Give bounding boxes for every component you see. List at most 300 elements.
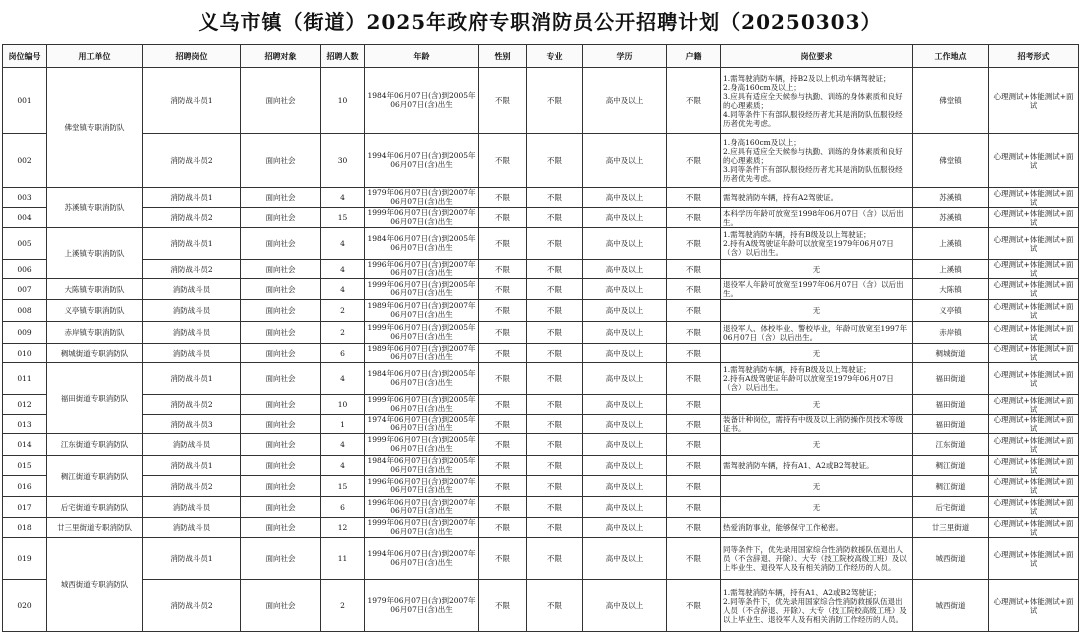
requirement-line: 无 — [812, 306, 821, 315]
post-number-cell: 002 — [3, 134, 47, 188]
post-name-cell: 消防战斗员 — [143, 344, 241, 363]
gender-cell: 不限 — [479, 344, 527, 363]
post-number-cell: 006 — [3, 260, 47, 279]
major-cell: 不限 — [527, 260, 583, 279]
employer-unit-cell: 江东街道专职消防队 — [47, 434, 143, 456]
requirement-line: 无 — [812, 348, 821, 358]
hukou-cell: 不限 — [667, 68, 721, 134]
column-header: 招聘对象 — [241, 45, 321, 68]
work-location-cell: 佛堂镇 — [913, 68, 989, 134]
age-range-cell: 1984年06月07日(含)到2005年06月07日(含)出生 — [365, 228, 479, 260]
work-location-cell: 江东街道 — [913, 434, 989, 456]
major-cell: 不限 — [527, 208, 583, 228]
post-name-cell: 消防战斗员2 — [143, 476, 241, 497]
requirement-line: 装备计种岗位，需持有中级及以上消防操作员技术等级证书。 — [723, 415, 903, 433]
gender-cell: 不限 — [479, 476, 527, 497]
major-cell: 不限 — [527, 279, 583, 300]
post-name-cell: 消防战斗员1 — [143, 363, 241, 395]
headcount-cell: 6 — [321, 344, 365, 363]
headcount-cell: 4 — [321, 279, 365, 300]
exam-form-cell: 心理测试+体能测试+面试 — [989, 322, 1079, 344]
table-row — [3, 134, 1079, 188]
post-number-cell: 003 — [3, 188, 47, 208]
exam-form-cell: 心理测试+体能测试+面试 — [989, 208, 1079, 228]
exam-form-cell: 心理测试+体能测试+面试 — [989, 134, 1079, 188]
employer-unit-cell: 廿三里街道专职消防队 — [47, 518, 143, 538]
education-cell: 高中及以上 — [583, 188, 667, 208]
age-range-cell: 1989年06月07日(含)到2007年06月07日(含)出生 — [365, 300, 479, 322]
post-number-cell: 007 — [3, 279, 47, 300]
work-location-cell: 稠城街道 — [913, 344, 989, 363]
target-cell: 面向社会 — [241, 68, 321, 134]
requirement-line: 需驾驶消防车辆，持有A1、A2或B2驾驶证。 — [723, 461, 874, 470]
age-range-cell: 1996年06月07日(含)到2007年06月07日(含)出生 — [365, 260, 479, 279]
gender-cell: 不限 — [479, 456, 527, 476]
table-row — [3, 395, 1079, 415]
requirement-line: 本科学历年龄可放宽至1998年06月07日（含）以后出生。 — [723, 208, 904, 227]
headcount-cell: 2 — [321, 300, 365, 322]
requirements-cell — [721, 134, 913, 188]
employer-unit-cell: 后宅街道专职消防队 — [47, 497, 143, 518]
target-cell: 面向社会 — [241, 134, 321, 188]
target-cell: 面向社会 — [241, 344, 321, 363]
education-cell: 高中及以上 — [583, 518, 667, 538]
requirement-line: 4.同等条件下有部队服役经历者尤其是消防队伍服役经历者优先考虑。 — [723, 109, 903, 128]
post-number-cell: 015 — [3, 456, 47, 476]
exam-form-cell: 心理测试+体能测试+面试 — [989, 228, 1079, 260]
gender-cell: 不限 — [479, 68, 527, 134]
education-cell: 高中及以上 — [583, 434, 667, 456]
requirement-line: 同等条件下，优先录用国家综合性消防救援队伍退出人员（不含辞退、开除）、大专（技工院校高级工班）及以上毕业生、退役军人及有相关消防工作经历的人员。 — [723, 545, 907, 572]
requirement-line: 热爱消防事业，能够保守工作秘密。 — [723, 523, 843, 532]
table-row — [3, 344, 1079, 363]
requirements-cell — [721, 456, 913, 476]
table-row — [3, 434, 1079, 456]
exam-form-cell: 心理测试+体能测试+面试 — [989, 395, 1079, 415]
work-location-cell: 后宅街道 — [913, 497, 989, 518]
employer-unit-cell: 佛堂镇专职消防队 — [47, 68, 143, 188]
major-cell: 不限 — [527, 580, 583, 632]
education-cell: 高中及以上 — [583, 208, 667, 228]
age-range-cell: 1984年06月07日(含)到2005年06月07日(含)出生 — [365, 68, 479, 134]
requirements-cell — [721, 300, 913, 322]
hukou-cell: 不限 — [667, 188, 721, 208]
gender-cell: 不限 — [479, 228, 527, 260]
exam-form-cell: 心理测试+体能测试+面试 — [989, 518, 1079, 538]
work-location-cell: 福田街道 — [913, 415, 989, 434]
gender-cell: 不限 — [479, 434, 527, 456]
gender-cell: 不限 — [479, 134, 527, 188]
age-range-cell: 1999年06月07日(含)到2007年06月07日(含)出生 — [365, 518, 479, 538]
table-row — [3, 322, 1079, 344]
table-row — [3, 518, 1079, 538]
requirements-cell — [721, 322, 913, 344]
education-cell: 高中及以上 — [583, 344, 667, 363]
requirement-line: 无 — [812, 481, 821, 491]
employer-unit-cell: 赤岸镇专职消防队 — [47, 322, 143, 344]
age-range-cell: 1979年06月07日(含)到2007年06月07日(含)出生 — [365, 580, 479, 632]
table-body — [3, 68, 1079, 632]
hukou-cell: 不限 — [667, 322, 721, 344]
table-row — [3, 188, 1079, 208]
requirement-line: 退役军人年龄可放宽至1997年06月07日（含）以后出生。 — [723, 280, 904, 298]
post-number-cell: 016 — [3, 476, 47, 497]
gender-cell: 不限 — [479, 260, 527, 279]
hukou-cell: 不限 — [667, 134, 721, 188]
requirement-line: 3.应具有适应全天候参与执勤、训练的身体素质和良好的心理素质； — [723, 91, 903, 110]
exam-form-cell: 心理测试+体能测试+面试 — [989, 497, 1079, 518]
target-cell: 面向社会 — [241, 260, 321, 279]
column-header: 招聘岗位 — [143, 45, 241, 68]
table-row — [3, 580, 1079, 632]
exam-form-cell: 心理测试+体能测试+面试 — [989, 476, 1079, 497]
post-name-cell: 消防战斗员2 — [143, 395, 241, 415]
education-cell: 高中及以上 — [583, 456, 667, 476]
age-range-cell: 1979年06月07日(含)到2007年06月07日(含)出生 — [365, 188, 479, 208]
gender-cell: 不限 — [479, 538, 527, 580]
target-cell: 面向社会 — [241, 279, 321, 300]
headcount-cell: 4 — [321, 434, 365, 456]
post-name-cell: 消防战斗员1 — [143, 188, 241, 208]
target-cell: 面向社会 — [241, 497, 321, 518]
post-name-cell: 消防战斗员1 — [143, 538, 241, 580]
requirement-line: 2.身高160cm及以上； — [723, 82, 801, 92]
major-cell: 不限 — [527, 188, 583, 208]
major-cell: 不限 — [527, 300, 583, 322]
hukou-cell: 不限 — [667, 228, 721, 260]
post-number-cell: 011 — [3, 363, 47, 395]
major-cell: 不限 — [527, 395, 583, 415]
education-cell: 高中及以上 — [583, 134, 667, 188]
headcount-cell: 11 — [321, 538, 365, 580]
post-name-cell: 消防战斗员1 — [143, 68, 241, 134]
employer-unit-cell: 上溪镇专职消防队 — [47, 228, 143, 279]
work-location-cell: 城西街道 — [913, 538, 989, 580]
education-cell: 高中及以上 — [583, 497, 667, 518]
age-range-cell: 1999年06月07日(含)到2005年06月07日(含)出生 — [365, 395, 479, 415]
exam-form-cell: 心理测试+体能测试+面试 — [989, 434, 1079, 456]
exam-form-cell: 心理测试+体能测试+面试 — [989, 344, 1079, 363]
post-number-cell: 020 — [3, 580, 47, 632]
hukou-cell: 不限 — [667, 538, 721, 580]
education-cell: 高中及以上 — [583, 395, 667, 415]
requirement-line: 无 — [812, 440, 821, 449]
gender-cell: 不限 — [479, 415, 527, 434]
work-location-cell: 福田街道 — [913, 395, 989, 415]
target-cell: 面向社会 — [241, 188, 321, 208]
exam-form-cell: 心理测试+体能测试+面试 — [989, 188, 1079, 208]
target-cell: 面向社会 — [241, 434, 321, 456]
post-number-cell: 008 — [3, 300, 47, 322]
table-row — [3, 538, 1079, 580]
education-cell: 高中及以上 — [583, 300, 667, 322]
education-cell: 高中及以上 — [583, 228, 667, 260]
work-location-cell: 稠江街道 — [913, 456, 989, 476]
target-cell: 面向社会 — [241, 322, 321, 344]
employer-unit-cell: 苏溪镇专职消防队 — [47, 188, 143, 228]
column-header: 户籍 — [667, 45, 721, 68]
headcount-cell: 4 — [321, 260, 365, 279]
target-cell: 面向社会 — [241, 538, 321, 580]
post-number-cell: 009 — [3, 322, 47, 344]
hukou-cell: 不限 — [667, 476, 721, 497]
column-header: 岗位编号 — [3, 45, 47, 68]
exam-form-cell: 心理测试+体能测试+面试 — [989, 300, 1079, 322]
post-name-cell: 消防战斗员 — [143, 497, 241, 518]
post-name-cell: 消防战斗员1 — [143, 456, 241, 476]
requirements-cell — [721, 279, 913, 300]
work-location-cell: 城西街道 — [913, 580, 989, 632]
requirements-cell — [721, 497, 913, 518]
work-location-cell: 苏溪镇 — [913, 208, 989, 228]
post-number-cell: 013 — [3, 415, 47, 434]
gender-cell: 不限 — [479, 395, 527, 415]
major-cell: 不限 — [527, 344, 583, 363]
column-header: 工作地点 — [913, 45, 989, 68]
table-row — [3, 300, 1079, 322]
age-range-cell: 1999年06月07日(含)到2007年06月07日(含)出生 — [365, 208, 479, 228]
column-header: 年龄 — [365, 45, 479, 68]
hukou-cell: 不限 — [667, 208, 721, 228]
requirement-line: 1.身高160cm及以上； — [723, 138, 801, 147]
headcount-cell: 6 — [321, 497, 365, 518]
employer-unit-cell: 城西街道专职消防队 — [47, 538, 143, 632]
target-cell: 面向社会 — [241, 395, 321, 415]
work-location-cell: 上溪镇 — [913, 228, 989, 260]
hukou-cell: 不限 — [667, 518, 721, 538]
age-range-cell: 1984年06月07日(含)到2005年06月07日(含)出生 — [365, 456, 479, 476]
education-cell: 高中及以上 — [583, 322, 667, 344]
hukou-cell: 不限 — [667, 580, 721, 632]
exam-form-cell: 心理测试+体能测试+面试 — [989, 363, 1079, 395]
hukou-cell: 不限 — [667, 363, 721, 395]
requirement-line: 1.需驾驶消防车辆，持有A1、A2或B2驾驶证； — [723, 587, 881, 597]
requirement-line: 2.应具有适应全天候参与执勤、训练的身体素质和良好的心理素质； — [723, 147, 903, 165]
post-number-cell: 014 — [3, 434, 47, 456]
hukou-cell: 不限 — [667, 300, 721, 322]
hukou-cell: 不限 — [667, 434, 721, 456]
gender-cell: 不限 — [479, 497, 527, 518]
work-location-cell: 大陈镇 — [913, 279, 989, 300]
requirements-cell — [721, 208, 913, 228]
column-header: 学历 — [583, 45, 667, 68]
headcount-cell: 2 — [321, 322, 365, 344]
column-header: 招考形式 — [989, 45, 1079, 68]
requirement-line: 无 — [812, 400, 821, 409]
headcount-cell: 4 — [321, 456, 365, 476]
requirement-line: 无 — [812, 264, 821, 274]
target-cell: 面向社会 — [241, 300, 321, 322]
exam-form-cell: 心理测试+体能测试+面试 — [989, 279, 1079, 300]
table-row — [3, 260, 1079, 279]
work-location-cell: 苏溪镇 — [913, 188, 989, 208]
requirement-line: 无 — [812, 502, 821, 512]
target-cell: 面向社会 — [241, 208, 321, 228]
employer-unit-cell: 稠城街道专职消防队 — [47, 344, 143, 363]
table-row — [3, 456, 1079, 476]
age-range-cell: 1984年06月07日(含)到2005年06月07日(含)出生 — [365, 363, 479, 395]
hukou-cell: 不限 — [667, 395, 721, 415]
table-row — [3, 279, 1079, 300]
post-name-cell: 消防战斗员 — [143, 300, 241, 322]
education-cell: 高中及以上 — [583, 538, 667, 580]
post-number-cell: 005 — [3, 228, 47, 260]
column-header: 专业 — [527, 45, 583, 68]
target-cell: 面向社会 — [241, 363, 321, 395]
age-range-cell: 1994年06月07日(含)到2007年06月07日(含)出生 — [365, 538, 479, 580]
major-cell: 不限 — [527, 68, 583, 134]
major-cell: 不限 — [527, 456, 583, 476]
post-number-cell: 012 — [3, 395, 47, 415]
header-row — [3, 45, 1079, 68]
headcount-cell: 10 — [321, 395, 365, 415]
requirement-line: 2.同等条件下，优先录用国家综合性消防救援队伍退出人员（不含辞退、开除）、大专（技工院校高级工班）及以上毕业生、退役军人及有相关消防工作经历的人员。 — [723, 596, 907, 624]
education-cell: 高中及以上 — [583, 260, 667, 279]
gender-cell: 不限 — [479, 188, 527, 208]
requirement-line: 2.持有A级驾驶证年龄可以放宽至1979年06月07日（含）以后出生。 — [723, 374, 894, 392]
requirement-line: 2.持有A级驾驶证年龄可以放宽至1979年06月07日（含）以后出生。 — [723, 239, 894, 257]
requirements-cell — [721, 538, 913, 580]
work-location-cell: 福田街道 — [913, 363, 989, 395]
hukou-cell: 不限 — [667, 279, 721, 300]
post-name-cell: 消防战斗员 — [143, 322, 241, 344]
column-header: 用工单位 — [47, 45, 143, 68]
requirements-cell — [721, 188, 913, 208]
hukou-cell: 不限 — [667, 415, 721, 434]
age-range-cell: 1999年06月07日(含)到2005年06月07日(含)出生 — [365, 322, 479, 344]
employer-unit-cell: 大陈镇专职消防队 — [47, 279, 143, 300]
post-name-cell: 消防战斗员2 — [143, 134, 241, 188]
major-cell: 不限 — [527, 518, 583, 538]
headcount-cell: 4 — [321, 228, 365, 260]
requirements-cell — [721, 260, 913, 279]
target-cell: 面向社会 — [241, 476, 321, 497]
requirement-line: 1.需驾驶消防车辆，持B2及以上机动车辆驾驶证； — [723, 73, 891, 83]
headcount-cell: 2 — [321, 580, 365, 632]
age-range-cell: 1989年06月07日(含)到2007年06月07日(含)出生 — [365, 344, 479, 363]
gender-cell: 不限 — [479, 518, 527, 538]
work-location-cell: 赤岸镇 — [913, 322, 989, 344]
hukou-cell: 不限 — [667, 344, 721, 363]
post-name-cell: 消防战斗员 — [143, 434, 241, 456]
requirement-line: 退役军人、体校毕业、警校毕业，年龄可放宽至1997年06月07日（含）以后出生。 — [723, 323, 908, 342]
employer-unit-cell: 稠江街道专职消防队 — [47, 456, 143, 497]
major-cell: 不限 — [527, 538, 583, 580]
post-name-cell: 消防战斗员3 — [143, 415, 241, 434]
gender-cell: 不限 — [479, 208, 527, 228]
requirements-cell — [721, 434, 913, 456]
work-location-cell: 廿三里街道 — [913, 518, 989, 538]
major-cell: 不限 — [527, 134, 583, 188]
work-location-cell: 上溪镇 — [913, 260, 989, 279]
post-number-cell: 004 — [3, 208, 47, 228]
requirement-line: 3.同等条件下有部队服役经历者尤其是消防队伍服役经历者优先考虑。 — [723, 165, 903, 183]
education-cell: 高中及以上 — [583, 279, 667, 300]
exam-form-cell: 心理测试+体能测试+面试 — [989, 68, 1079, 134]
requirements-cell — [721, 395, 913, 415]
work-location-cell: 义亭镇 — [913, 300, 989, 322]
column-header: 岗位要求 — [721, 45, 913, 68]
requirements-cell — [721, 363, 913, 395]
education-cell: 高中及以上 — [583, 68, 667, 134]
gender-cell: 不限 — [479, 279, 527, 300]
post-name-cell: 消防战斗员1 — [143, 228, 241, 260]
employer-unit-cell: 义亭镇专职消防队 — [47, 300, 143, 322]
age-range-cell: 1996年06月07日(含)到2007年06月07日(含)出生 — [365, 497, 479, 518]
exam-form-cell: 心理测试+体能测试+面试 — [989, 538, 1079, 580]
education-cell: 高中及以上 — [583, 415, 667, 434]
column-header: 招聘人数 — [321, 45, 365, 68]
target-cell: 面向社会 — [241, 415, 321, 434]
headcount-cell: 4 — [321, 188, 365, 208]
major-cell: 不限 — [527, 415, 583, 434]
headcount-cell: 15 — [321, 476, 365, 497]
table-row — [3, 208, 1079, 228]
headcount-cell: 10 — [321, 68, 365, 134]
target-cell: 面向社会 — [241, 518, 321, 538]
major-cell: 不限 — [527, 476, 583, 497]
target-cell: 面向社会 — [241, 580, 321, 632]
work-location-cell: 佛堂镇 — [913, 134, 989, 188]
hukou-cell: 不限 — [667, 497, 721, 518]
post-name-cell: 消防战斗员 — [143, 518, 241, 538]
post-number-cell: 001 — [3, 68, 47, 134]
table-row — [3, 476, 1079, 497]
column-header: 性别 — [479, 45, 527, 68]
exam-form-cell: 心理测试+体能测试+面试 — [989, 415, 1079, 434]
education-cell: 高中及以上 — [583, 476, 667, 497]
gender-cell: 不限 — [479, 300, 527, 322]
headcount-cell: 4 — [321, 363, 365, 395]
employer-unit-cell: 福田街道专职消防队 — [47, 363, 143, 434]
gender-cell: 不限 — [479, 363, 527, 395]
headcount-cell: 12 — [321, 518, 365, 538]
post-number-cell: 019 — [3, 538, 47, 580]
headcount-cell: 30 — [321, 134, 365, 188]
major-cell: 不限 — [527, 497, 583, 518]
table-row — [3, 415, 1079, 434]
table-row — [3, 363, 1079, 395]
age-range-cell: 1996年06月07日(含)到2007年06月07日(含)出生 — [365, 476, 479, 497]
target-cell: 面向社会 — [241, 228, 321, 260]
requirement-line: 需驾驶消防车辆，持有A2驾驶证。 — [723, 193, 839, 202]
requirements-cell — [721, 344, 913, 363]
age-range-cell: 1999年06月07日(含)到2005年06月07日(含)出生 — [365, 279, 479, 300]
hukou-cell: 不限 — [667, 456, 721, 476]
post-name-cell: 消防战斗员2 — [143, 260, 241, 279]
exam-form-cell: 心理测试+体能测试+面试 — [989, 260, 1079, 279]
headcount-cell: 15 — [321, 208, 365, 228]
requirements-cell — [721, 228, 913, 260]
major-cell: 不限 — [527, 228, 583, 260]
major-cell: 不限 — [527, 434, 583, 456]
major-cell: 不限 — [527, 363, 583, 395]
requirements-cell — [721, 580, 913, 632]
major-cell: 不限 — [527, 322, 583, 344]
requirements-cell — [721, 68, 913, 134]
requirements-cell — [721, 518, 913, 538]
age-range-cell: 1994年06月07日(含)到2005年06月07日(含)出生 — [365, 134, 479, 188]
exam-form-cell: 心理测试+体能测试+面试 — [989, 580, 1079, 632]
table-row — [3, 68, 1079, 134]
requirement-line: 1.需驾驶消防车辆，持有B级及以上驾驶证； — [723, 365, 871, 374]
requirement-line: 1.需驾驶消防车辆，持有B级及以上驾驶证； — [723, 230, 871, 239]
requirements-cell — [721, 476, 913, 497]
work-location-cell: 稠江街道 — [913, 476, 989, 497]
table-row — [3, 228, 1079, 260]
hukou-cell: 不限 — [667, 260, 721, 279]
post-name-cell: 消防战斗员2 — [143, 208, 241, 228]
